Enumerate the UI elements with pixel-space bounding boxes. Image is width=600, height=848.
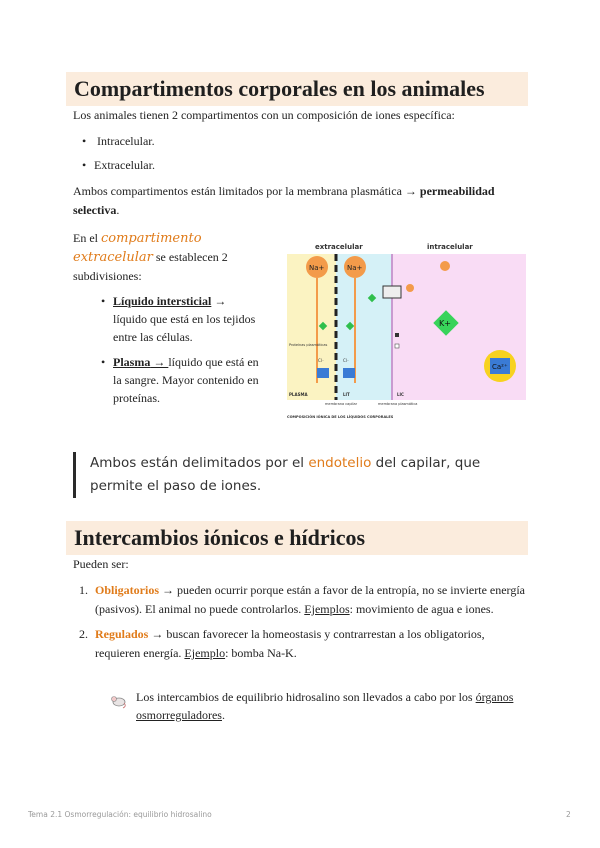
list-item — [82, 132, 155, 150]
figure-caption: COMPOSICIÓN IÓNICA DE LOS LÍQUIDOS CORPORALES — [287, 415, 394, 419]
bullet-icon: • — [82, 134, 87, 148]
bullet-icon: • — [101, 355, 106, 369]
bullet-icon: • — [101, 294, 106, 308]
extra-text: En el — [73, 231, 101, 245]
example-text: : bomba Na-K. — [225, 646, 297, 660]
item-arrow: → — [148, 627, 167, 641]
item-number: 2. — [79, 627, 88, 641]
lit-region — [336, 254, 392, 400]
list-item-label: Intracelular. — [97, 134, 155, 148]
limits-text: Ambos compartimentos están limitados por la membrana plasmática → — [73, 184, 420, 198]
cl-label: Cl⁻ — [318, 358, 325, 363]
sub-term: Líquido intersticial — [113, 294, 212, 308]
list-item — [101, 353, 263, 407]
k-ion-small — [440, 261, 450, 271]
limits-bold: permeabilidad selectiva — [73, 184, 495, 217]
footer-title: Tema 2.1 Osmorregulación: equilibrio hidrosalino — [28, 810, 212, 819]
protein-label: Proteínas plasmáticas — [289, 343, 328, 347]
callout-text: Los intercambios de equilibrio hidrosalino son llevados a cabo por los — [136, 690, 476, 704]
mem-cap-label: membrana capilar — [325, 402, 358, 406]
extracellular-term: compartimento extracelular — [73, 231, 202, 265]
item-desc: buscan favorecer la homeostasis y contrarrestan a los obligatorios, requieren energía. — [95, 627, 485, 660]
limits-end: . — [116, 203, 120, 217]
sub-desc: líquido que está en la sangre. Mayor contenido en proteínas. — [113, 355, 259, 405]
label-extracelular: extracelular — [315, 243, 363, 251]
section2-intro: Pueden ser: — [73, 557, 129, 571]
example-label: Ejemplo — [184, 646, 226, 660]
lit-label: LIT — [343, 392, 350, 397]
sub-desc: líquido que está en los tejidos entre las células. — [113, 312, 256, 344]
quote-text-end: del capilar, que permite el paso de iones. — [90, 455, 481, 494]
item-arrow: → — [159, 583, 178, 597]
plasma-label: PLASMA — [289, 392, 308, 397]
intro-text: Los animales tienen 2 compartimentos con un composición de iones específica: — [73, 108, 455, 122]
sub-arrow: → — [150, 355, 169, 369]
k-label: K+ — [439, 319, 451, 328]
k-ion-small — [406, 284, 414, 292]
section-title-intercambios: Intercambios iónicos e hídricos — [66, 521, 528, 555]
regulados-term: Regulados — [95, 627, 149, 641]
extra-text-end: se establecen 2 subdivisiones: — [73, 250, 228, 283]
endothelium-quote — [73, 452, 530, 498]
item-desc: pueden ocurrir porque están a favor de la entropía, no se invierte energía (pasivos). El animal no puede controlarlos. — [95, 583, 525, 616]
mouse-icon — [108, 690, 128, 710]
example-label: Ejemplos — [304, 602, 350, 616]
extracellular-paragraph — [73, 229, 268, 286]
list-item-label: Extracelular. — [94, 158, 155, 172]
label-intracelular: intracelular — [427, 243, 473, 251]
sub-arrow: → — [211, 294, 227, 308]
list-item — [101, 292, 263, 346]
callout-end: . — [221, 708, 225, 722]
ca-label: Ca²⁺ — [492, 363, 508, 371]
item-number: 1. — [79, 583, 88, 597]
ion-composition-figure — [285, 238, 528, 423]
osmorreguladores-term: órganos osmorreguladores — [136, 690, 514, 722]
list-item — [82, 156, 155, 174]
na-label: Na+ — [347, 264, 363, 272]
list-item — [79, 625, 530, 663]
page-number: 2 — [566, 810, 571, 819]
lic-label: LIC — [397, 392, 404, 397]
quote-text: Ambos están delimitados por el — [90, 455, 309, 471]
example-text: : movimiento de agua e iones. — [349, 602, 494, 616]
mem-plas-label: membrana plasmática — [378, 402, 418, 406]
bullet-icon: • — [82, 158, 87, 172]
sub-term: Plasma — [113, 355, 151, 369]
cl-label: Cl⁻ — [343, 358, 350, 363]
list-item — [79, 581, 530, 619]
osmoregulator-callout — [136, 688, 556, 724]
limits-paragraph — [73, 182, 528, 220]
pump — [383, 286, 401, 298]
na-label: Na+ — [309, 264, 325, 272]
endotelio-term: endotelio — [308, 455, 372, 471]
section-title-compartimentos: Compartimentos corporales en los animales — [66, 72, 528, 106]
obligatorios-term: Obligatorios — [95, 583, 160, 597]
